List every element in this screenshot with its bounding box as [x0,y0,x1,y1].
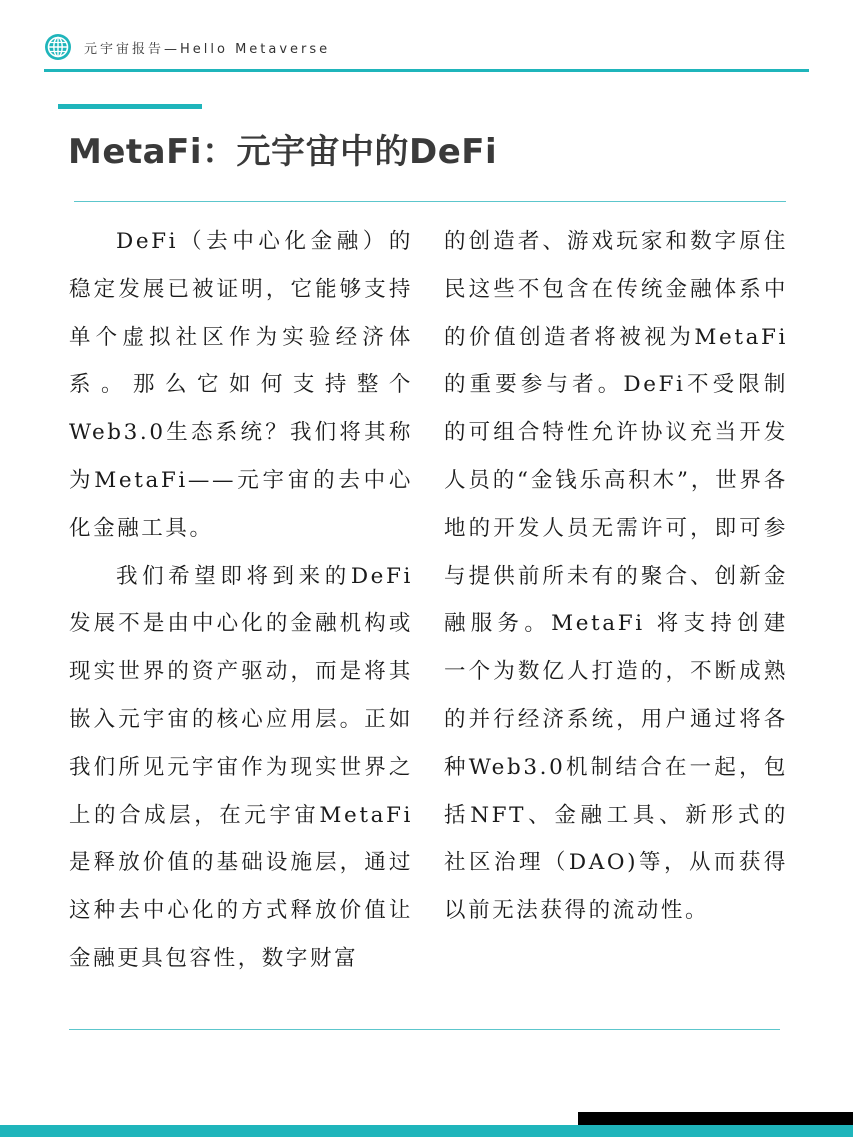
paragraph-1: DeFi（去中心化金融）的稳定发展已被证明，它能够支持单个虚拟社区作为实验经济体系。那么它如何支持整个Web3.0生态系统？我们将其称为MetaFi——元宇宙的去中心化金融工具。 [69,229,413,541]
content-bottom-divider [69,1029,780,1030]
title-accent-bar [58,104,202,109]
page-header [44,32,330,62]
page-title: MetaFi：元宇宙中的DeFi [68,132,498,172]
header-title: 元宇宙报告—Hello Metaverse [84,41,331,57]
title-divider [74,201,786,202]
paragraph-2: 我们希望即将到来的DeFi发展不是由中心化的金融机构或现实世界的资产驱动，而是将其嵌入元宇宙的核心应用层。正如我们所见元宇宙作为现实世界之上的合成层，在元宇宙MetaFi是释放价值的基础设施层，通过这种去中心化的方式释放价值让金融更具包容性，数字财富 [69,563,413,971]
footer-teal-bar [0,1125,853,1137]
footer-black-bar [578,1112,853,1125]
left-column [69,218,413,983]
paragraph-continued: 的创造者、游戏玩家和数字原住民这些不包含在传统金融体系中的价值创造者将被视为MetaFi的重要参与者。DeFi不受限制的可组合特性允许协议充当开发人员的“金钱乐高积木”，世界各地的开发人员无需许可，即可参与提供前所未有的聚合、创新金融服务。MetaFi 将支持创建一个为数亿人打造的，不断成熟的并行经济系统，用户通过将各种Web3.0机制结合在一起，包括NFT、金融工具、新形式的社区治理（DAO)等，从而获得以前无法获得的流动性。 [444,229,788,924]
header-divider [44,69,809,72]
right-column [444,218,788,935]
globe-icon [44,33,72,61]
